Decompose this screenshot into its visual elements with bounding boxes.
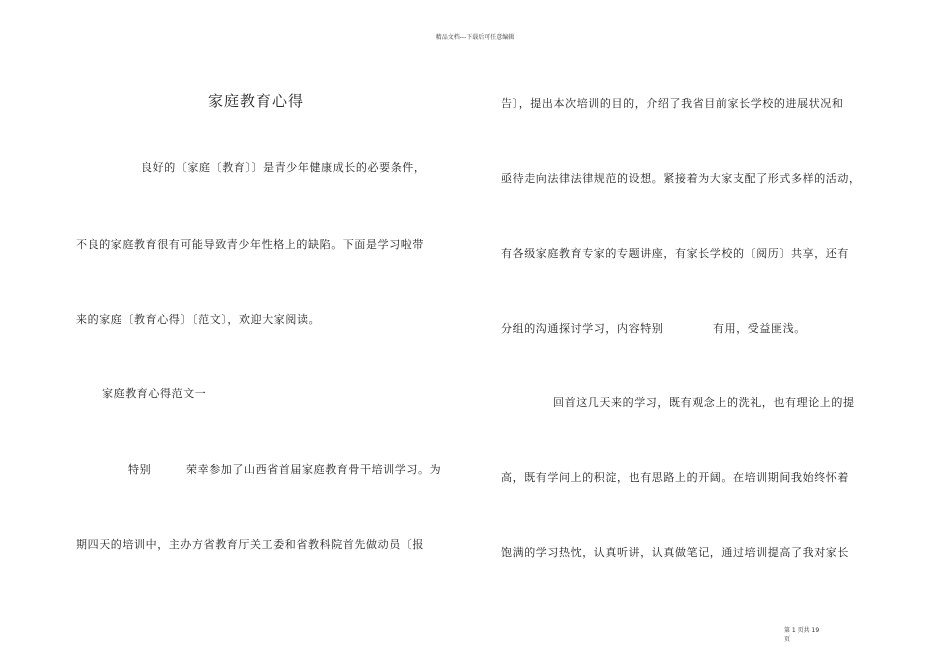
right-para2-line-2: 高，既有学问上的积淀，也有思路上的开阔。在培训期间我始终怀着 [501, 471, 849, 484]
right-line-4a: 分组的沟通探讨学习，内容特别 [501, 322, 664, 335]
page-number: 第 1 页共 19 [784, 627, 820, 634]
right-line-2: 亟待走向法律法律规范的设想。紧接着为大家支配了形式多样的活动， [501, 172, 861, 185]
right-line-4b: 有用，受益匪浅。 [713, 322, 806, 335]
paragraph-line-2: 期四天的培训中，主办方省教育厅关工委和省教科院首先做动员〔报 [76, 538, 424, 551]
right-line-1: 告〕，提出本次培训的目的，介绍了我省目前家长学校的进展状况和 [501, 97, 844, 110]
right-para2-line-3: 饱满的学习热忱，认真听讲，认真做笔记，通过培训提高了我对家长 [501, 546, 849, 559]
section-subheading: 家庭教育心得范文一 [102, 387, 207, 400]
page-footer [784, 626, 834, 644]
paragraph-line-1a: 特别 [128, 463, 152, 476]
document-title: 家庭教育心得 [208, 92, 305, 110]
intro-line-2: 不良的家庭教育很有可能导致青少年性格上的缺陷。下面是学习啦带 [76, 238, 424, 251]
page-number-suffix: 页 [784, 636, 791, 643]
page-header: 精品文档---下载后可任意编辑 [435, 34, 515, 41]
intro-line-3: 来的家庭〔教育心得〕〔范文〕，欢迎大家阅读。 [76, 313, 321, 326]
paragraph-line-1b: 荣幸参加了山西省首届家庭教育骨干培训学习。为 [186, 463, 442, 476]
right-para2-line-1: 回首这几天来的学习，既有观念上的洗礼，也有理论上的提 [553, 396, 855, 409]
intro-line-1: 良好的〔家庭〔教育〕〕是青少年健康成长的必要条件， [141, 161, 426, 174]
right-line-3: 有各级家庭教育专家的专题讲座，有家长学校的〔阅历〕共享，还有 [501, 247, 849, 260]
